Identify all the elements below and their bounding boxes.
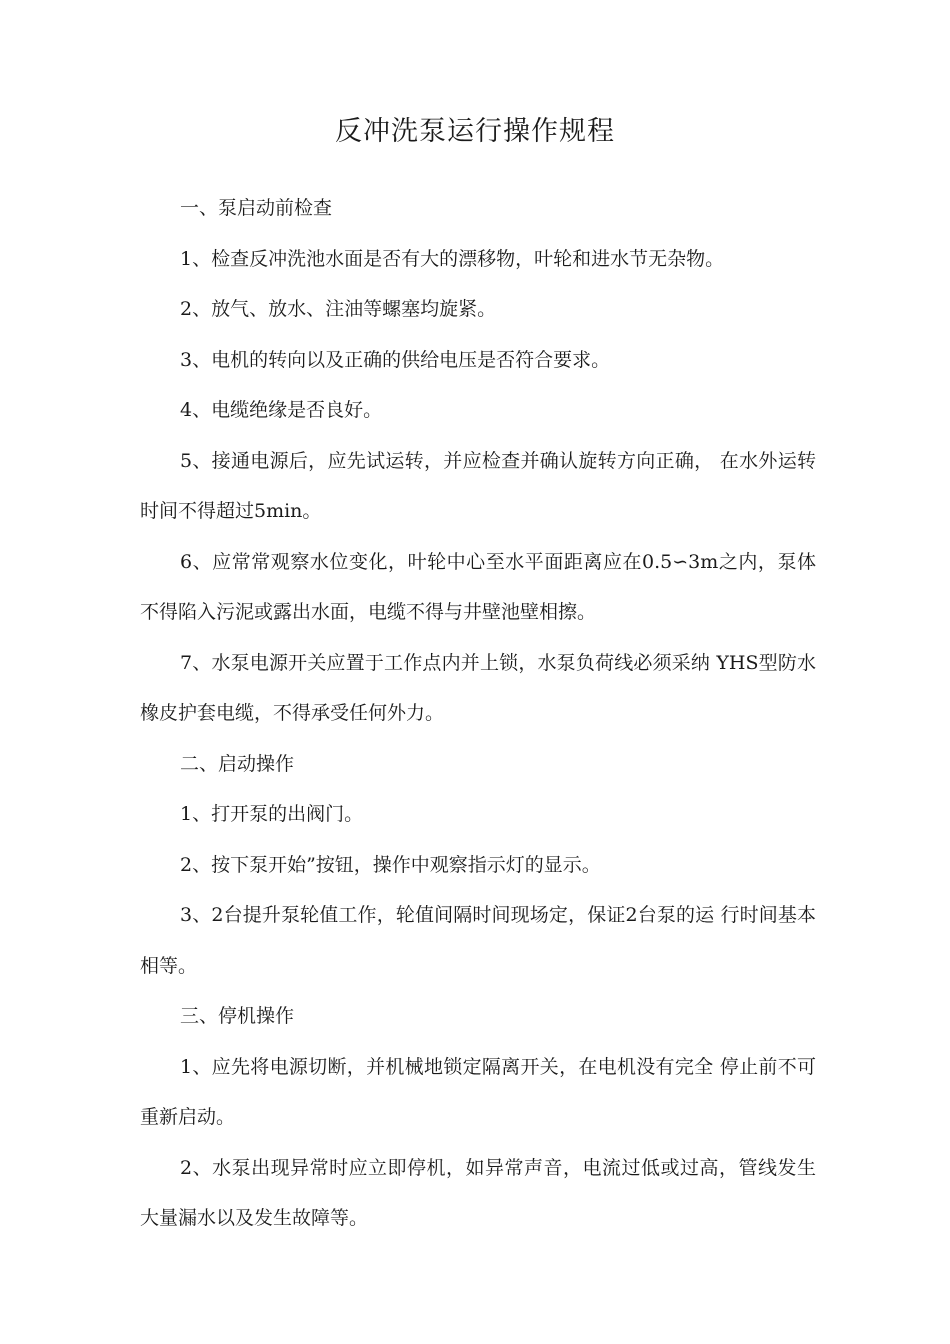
document-body xyxy=(140,183,816,1244)
paragraph-item: 2、水泵出现异常时应立即停机，如异常声音，电流过低或过高，管线发生大量漏水以及发生故障等。 xyxy=(140,1156,816,1229)
section-heading-start-operation: 二、启动操作 xyxy=(180,752,295,775)
section-heading-pre-start-check: 一、泵启动前检查 xyxy=(180,197,333,219)
paragraph-item: 1、打开泵的出阀门。 xyxy=(180,803,364,825)
paragraph-item: 1、检查反冲洗池水面是否有大的漂移物，叶轮和进水节无杂物。 xyxy=(180,247,725,270)
section-heading-stop-operation: 三、停机操作 xyxy=(180,1005,295,1027)
paragraph-item: 1、应先将电源切断，并机械地锁定隔离开关，在电机没有完全 停止前不可重新启动。 xyxy=(140,1055,816,1128)
paragraph-item: 3、2台提升泵轮值工作，轮值间隔时间现场定，保证2台泵的运 行时间基本相等。 xyxy=(140,904,816,977)
paragraph-item: 2、放气、放水、注油等螺塞均旋紧。 xyxy=(180,298,497,320)
paragraph-item: 4、电缆绝缘是否良好。 xyxy=(180,399,383,421)
paragraph-item: 7、水泵电源开关应置于工作点内并上锁，水泵负荷线必须采纳 YHS型防水橡皮护套电缆，不得承受任何外力。 xyxy=(140,651,816,724)
paragraph-item: 5、接通电源后，应先试运转，并应检查并确认旋转方向正确， 在水外运转时间不得超过5min。 xyxy=(140,449,816,522)
document-title: 反冲洗泵运行操作规程 xyxy=(335,116,615,147)
paragraph-item: 6、应常常观察水位变化，叶轮中心至水平面距离应在0.5∽3m之内，泵体不得陷入污泥或露出水面，电缆不得与井壁池壁相擦。 xyxy=(140,550,816,623)
paragraph-item: 3、电机的转向以及正确的供给电压是否符合要求。 xyxy=(180,348,611,371)
paragraph-item: 2、按下泵开始”按钮，操作中观察指示灯的显示。 xyxy=(180,853,601,876)
